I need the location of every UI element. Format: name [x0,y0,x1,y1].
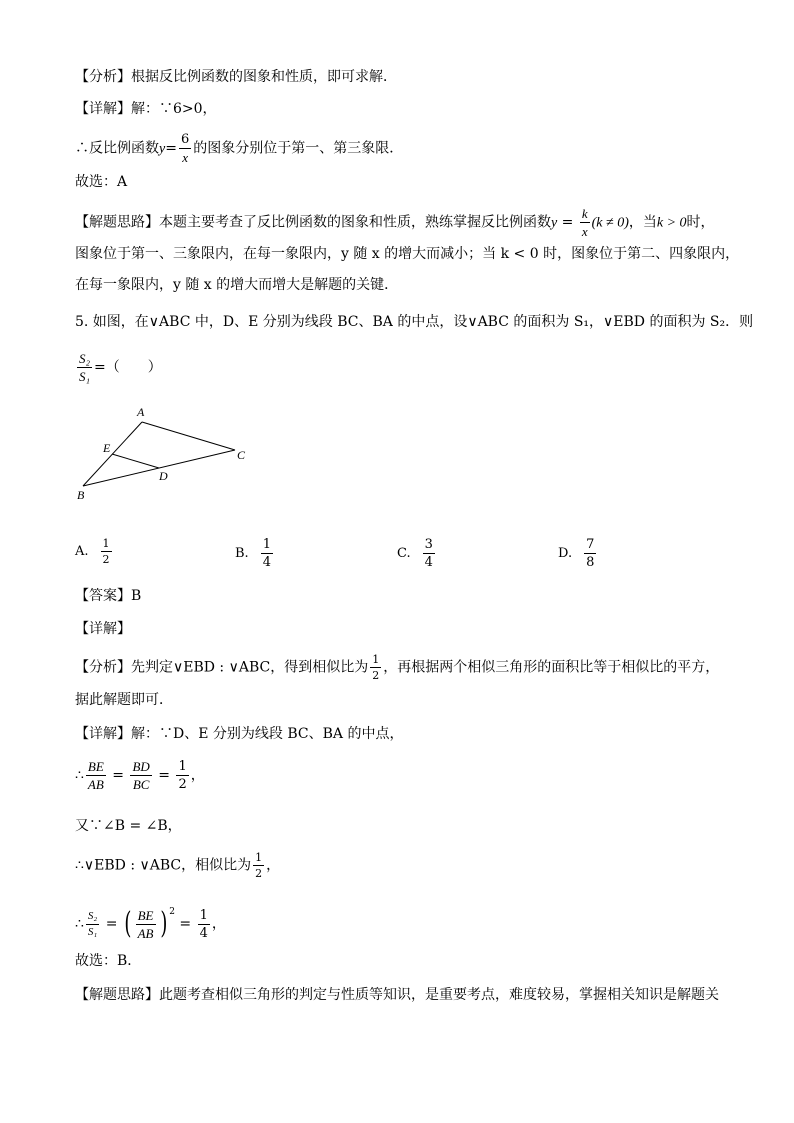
triangle-figure [70,400,260,510]
fraction-numerator: 6 [180,132,190,147]
detail-heading [75,619,131,639]
fraction-denominator: S₁ [79,369,91,384]
vertex-label-b: B [77,488,85,502]
option-c[interactable] [397,538,437,569]
option-fraction [261,538,273,569]
fraction-denominator: 8 [586,555,595,570]
fraction-denominator: x [182,150,188,165]
fraction-numerator: 1 [262,537,271,552]
thinking-tag: 【解题思路】 [75,214,159,231]
fraction-bd-over-bc [130,760,151,791]
fraction-denominator: S₁ [87,925,98,938]
fraction-numerator: 7 [586,537,595,552]
fraction-denominator: AB [87,777,104,792]
fraction-one-half [176,760,188,791]
analysis-text: 根据反比例函数的图象和性质，即可求解． [131,69,397,85]
thinking-line-1 [75,207,715,238]
detail-line [75,99,217,119]
fraction-6-over-x [179,133,191,164]
vertex-label-d: D [159,469,168,483]
fraction-one-quarter [198,909,210,940]
equation-3 [75,852,280,879]
fraction-one-half [370,654,381,681]
option-b[interactable] [235,538,275,569]
option-fraction [584,538,596,569]
equation-end: ， [190,767,205,784]
fraction-denominator: 4 [424,555,433,570]
answer-line [75,586,141,606]
thinking-mid: ，当 [628,214,657,231]
option-a[interactable] [75,538,114,565]
fraction-denominator: 2 [102,553,110,566]
therefore-sign: ∴ [75,916,84,932]
fraction-denominator: AB [137,925,154,941]
vertex-label-a: A [137,405,145,419]
fraction-numerator: S₂ [79,351,91,366]
option-label: A. [75,544,89,559]
analysis-tag: 【分析】 [75,659,131,676]
fraction-numerator: 1 [372,653,380,666]
equation-end: ， [266,857,281,874]
fraction-denominator: 4 [262,555,271,570]
similar-statement: ∴∨EBD : ∨ABC，相似比为 [75,857,252,874]
fraction-numerator: 1 [199,907,208,923]
answer-tag: 【答案】 [75,588,131,604]
fraction-denominator: x [581,224,588,239]
choice-text: 故选：A [75,174,128,190]
detail-tag: 【详解】 [75,621,131,637]
q5-analysis-line-1 [75,654,719,681]
equals-sign: = [557,214,578,231]
fraction-denominator: BC [132,777,150,792]
analysis-line [75,67,397,87]
option-label: B. [235,546,249,561]
analysis-pre: 先判定∨EBD : ∨ABC，得到相似比为 [131,659,369,676]
fraction-numerator: k [581,206,588,221]
fraction-numerator: BE [87,759,104,774]
segment-ed [112,454,159,468]
var-y: y [159,141,166,157]
fraction-denominator: 2 [372,669,380,682]
option-fraction [423,538,435,569]
equation-1: ∴ $\frac{BE}{AB}$ = $\frac{BD}{BC}$ = $\frac{1}{2}$ ， [75,759,205,792]
detail-tag: 【详解】 [75,726,131,742]
fraction-s2-over-s1 [86,911,99,938]
vertex-label-c: C [237,448,246,462]
conclusion-pre: ∴反比例函数 [75,140,159,157]
fraction-numerator: 1 [255,851,263,864]
conclusion-post: 的图象分别位于第一、第三象限． [193,140,404,157]
equals-sign: = [165,140,177,157]
question-5-stem: 5. 如图，在∨ABC 中，D、E 分别为线段 BC、BA 的中点，设∨ABC 的面积为 S₁，∨EBD 的面积为 S₂．则 [75,314,754,330]
therefore-sign: ∴ [75,767,84,784]
ratio-post: =（ ） [94,359,162,376]
fraction-k-over-x [580,207,590,238]
vertex-label-e: E [103,441,111,455]
fraction-numerator: BD [132,759,150,774]
thinking-tag: 【解题思路】 [75,987,159,1003]
fraction-be-over-ab [136,909,156,940]
option-d[interactable] [558,538,598,569]
fraction-be-over-ab [86,760,106,791]
right-paren: ) [159,906,167,941]
equation-4: ∴ $\frac{\text{S₂}}{\text{S₁}}$ = ( $\frac{BE}{AB}$ ) $^2$ = $\frac{1}{4}$ ， [75,906,226,941]
q5-detail-line [75,724,403,744]
fraction-numerator: BE [137,907,154,923]
detail-text: 解：∵D、E 分别为线段 BC、BA 的中点， [131,726,404,742]
thinking-post: 时， [686,214,715,231]
side-ac [142,422,235,450]
fraction-denominator: 4 [199,925,208,941]
analysis-tag: 【分析】 [75,69,131,85]
fraction-numerator: 1 [102,537,110,550]
equation-2: 又∵∠B = ∠B， [75,818,182,834]
choice-line [75,172,127,192]
detail-tag: 【详解】 [75,101,131,117]
equation-end: ， [211,916,226,932]
var-y: y [551,215,558,231]
analysis-post: ，再根据两个相似三角形的面积比等于相似比的平方， [383,659,720,676]
thinking-text: 本题主要考查了反比例函数的图象和性质，熟练掌握反比例函数 [159,214,551,231]
answer-text: B [131,588,142,604]
exponent: 2 [169,907,175,917]
option-fraction [101,538,112,565]
fraction-denominator: 2 [178,777,187,792]
q5-choice-line: 故选：B． [75,953,142,969]
thinking-text: 此题考查相似三角形的判定与性质等知识，是重要考点，难度较易，掌握相关知识是解题关 [159,987,719,1003]
fraction-numerator: 3 [424,537,433,552]
conclusion-line [75,133,403,164]
option-label: D. [558,546,573,561]
thinking-line-2: 图象位于第一、三象限内，在每一象限内，y 随 x 的增大而减小；当 k < 0 时，图象位于第二、四象限内， [75,246,740,262]
condition-k-nonzero: (k ≠ 0) [591,215,629,231]
q5-thinking-line [75,985,719,1005]
fraction-numerator: S₂ [86,911,99,925]
fraction-denominator: 2 [255,867,263,880]
left-paren: ( [124,906,132,941]
option-label: C. [397,546,411,561]
q5-analysis-line-2: 据此解题即可． [75,692,173,708]
condition-k-positive: k > 0 [656,215,687,231]
detail-text: 解：∵6>0， [131,101,217,117]
fraction-one-half [253,852,264,879]
thinking-line-3: 在每一象限内，y 随 x 的增大而增大是解题的关键． [75,277,399,293]
fraction-numerator: 1 [178,759,187,774]
ratio-s2-over-s1 [77,352,92,383]
question-5-ratio-line [75,352,162,383]
